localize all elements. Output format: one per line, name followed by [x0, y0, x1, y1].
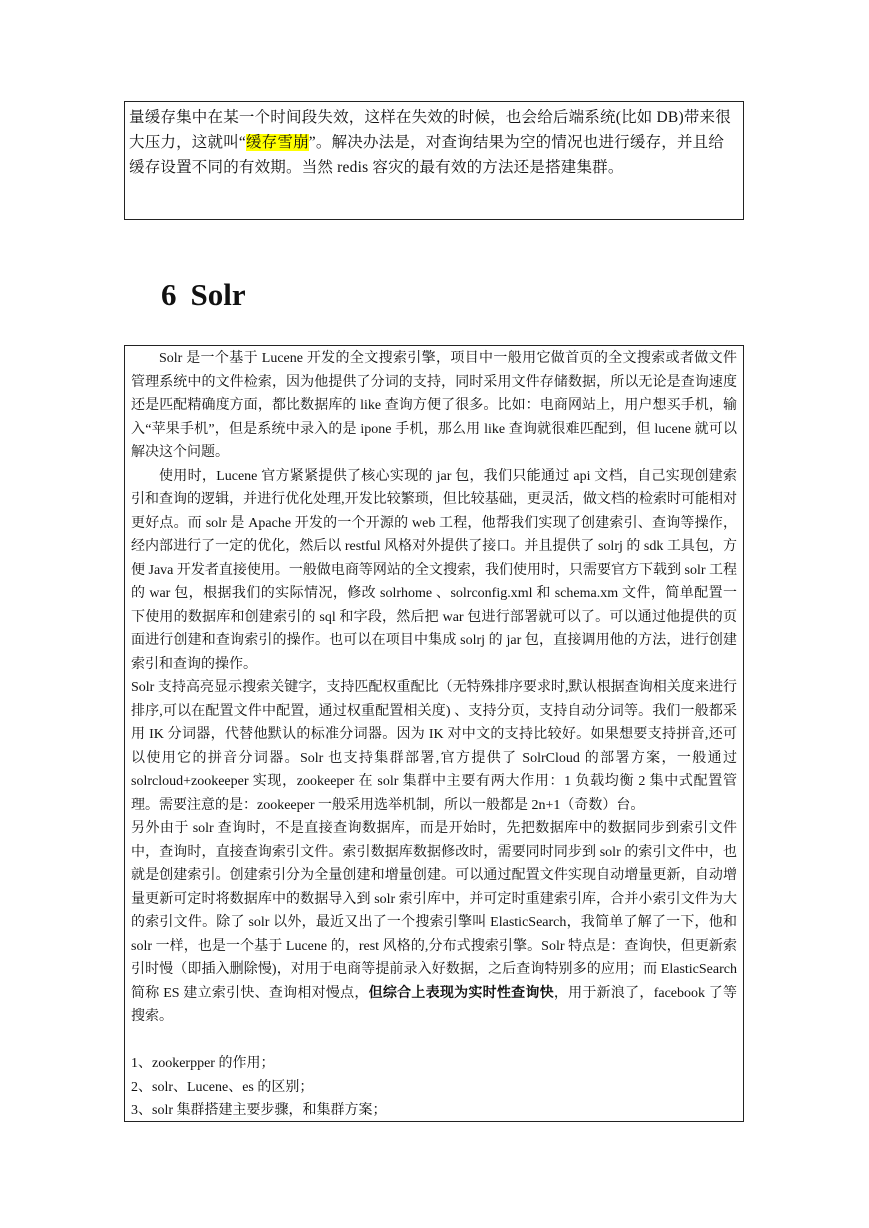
question-item: 3、solr 集群搭建主要步骤，和集群方案； — [131, 1103, 387, 1118]
question-item: 2、solr、Lucene、es 的区别； — [131, 1079, 314, 1095]
paragraph-4 — [131, 817, 737, 1029]
section-heading — [161, 275, 246, 315]
paragraph-2: 使用时，Lucene 官方紧紧提供了核心实现的 jar 包，我们只能通过 api 文档，自己实现创建索引和查询的逻辑，并进行优化处理,开发比较繁琐，但比较基础，更灵活，做文档的检索时可能相对更好点。而 solr 是 Apache 开发的一个开源的 web 工程，他帮我们实现了创建索引、查询等操作，经内部进行了一定的优化，然后以 restful 风格对外提供了接口。并且提供了 solrj 的 sdk 工具包，方便 Java 开发者直接使用。一般做电商等网站的全文搜索，我们使用时，只需要官方下载到 solr 工程的 war 包，根据我们的实际情况，修改 solrhome 、solrconfig.xml 和 schema.xm 文件，简单配置一下使用的数据库和创建索引的 sql 和字段，然后把 war 包进行部署就可以了。可以通过他提供的页面进行创建和查询索引的操作。也可以在项目中集成 solrj 的 jar 包，直接调用他的方法，进行创建索引和查询的操作。 — [131, 468, 737, 672]
text-box-solr — [124, 345, 744, 1122]
section-number: 6 — [161, 277, 177, 312]
text-box-cache — [124, 101, 744, 220]
blank-line — [131, 1029, 737, 1053]
paragraph-text: 量缓存集中在某一个时间段失效，这样在失效的时候，也会给后端系统(比如 DB)带来很大压力，这就叫“ — [129, 109, 731, 151]
paragraph-text: ，用于新浪了，facebook 了等搜索。 — [131, 985, 737, 1024]
section-title: Solr — [190, 277, 246, 312]
question-item: 1、zookerpper 的作用； — [131, 1056, 275, 1071]
paragraph-text: 另外由于 solr 查询时，不是直接查询数据库，而是开始时，先把数据库中的数据同步到索引文件中，查询时，直接查询索引文件。索引数据库数据修改时，需要同时同步到 solr 的索引文件中，也就是创建索引。创建索引分为全量创建和增量创建。可以通过配置文件实现自动增量更新，自动增量更新可定时将数据库中的数据导入到 solr 索引库中，并可定时重建索引库，合并小索引文件为大的索引文件。除了 solr 以外，最近又出了一个搜索引擎叫 ElasticSearch，我简单了解了一下，他和 solr 一样，也是一个基于 Lucene 的，rest 风格的,分布式搜索引擎。Solr 特点是：查询快，但更新索引时慢（即插入删除慢)，对用于电商等提前录入好数据，之后查询特别多的应用；而 ElasticSearch 简称 ES 建立索引快、查询相对慢点， — [131, 821, 737, 1001]
paragraph-3: Solr 支持高亮显示搜索关键字，支持匹配权重配比（无特殊排序要求时,默认根据查询相关度来进行排序,可以在配置文件中配置，通过权重配置相关度) 、支持分页，支持自动分词等。我们一般都采用 IK 分词器，代替他默认的标准分词器。因为 IK 对中文的支持比较好。如果想要支持拼音,还可以使用它的拼音分词器。Solr 也支持集群部署,官方提供了 SolrCloud 的部署方案，一般通过 solrcloud+zookeeper 实现，zookeeper 在 solr 集群中主要有两大作用：1 负载均衡 2 集中式配置管理。需要注意的是：zookeeper 一般采用选举机制，所以一般都是 2n+1（奇数）台。 — [131, 680, 737, 813]
cache-avalanche-paragraph — [129, 105, 737, 180]
paragraph-text: ”。解决办法是，对查询结果为空的情况也进行缓存，并且给缓存设置不同的有效期。当然 redis 容灾的最有效的方法还是搭建集群。 — [129, 134, 725, 176]
bold-text: 但综合上表现为实时性查询快 — [368, 985, 554, 1001]
paragraph-1: Solr 是一个基于 Lucene 开发的全文搜索引擎，项目中一般用它做首页的全文搜索或者做文件管理系统中的文件检索，因为他提供了分词的支持，同时采用文件存储数据，所以无论是查询速度还是匹配精确度方面，都比数据库的 like 查询方便了很多。比如：电商网站上，用户想买手机，输入“苹果手机”，但是系统中录入的是 ipone 手机，那么用 like 查询就很难匹配到，但 lucene 就可以解决这个问题。 — [131, 351, 737, 460]
highlighted-term: 缓存雪崩 — [245, 134, 309, 151]
